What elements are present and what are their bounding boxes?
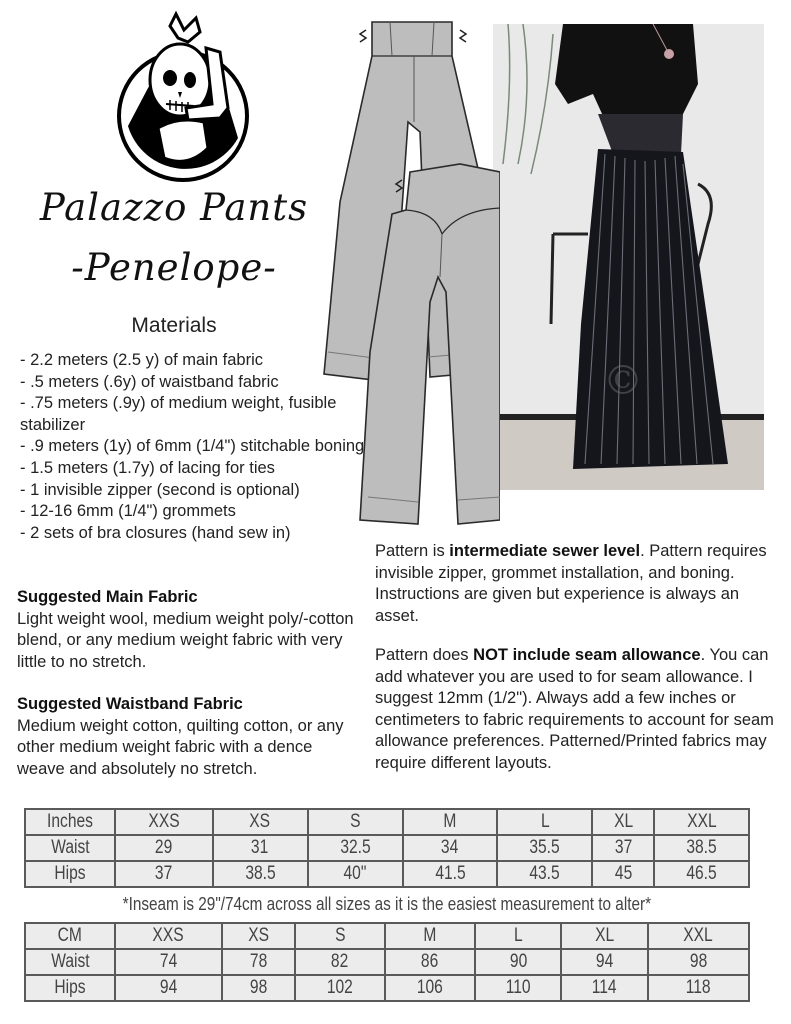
size-chart-cm [24, 922, 750, 1002]
section-body: Light weight wool, medium weight poly/-cotton blend, or any medium weight fabric with very little to no stretch. [17, 609, 354, 671]
table-cell: 31 [213, 835, 308, 861]
table-cell: 102 [295, 975, 385, 1001]
table-cell: 82 [295, 949, 385, 975]
list-item: - 2.2 meters (2.5 y) of main fabric [20, 351, 263, 369]
table-cell: 78 [222, 949, 295, 975]
table-header-row [25, 923, 749, 949]
table-cell: CM [25, 923, 115, 949]
table-cell: L [497, 809, 592, 835]
table-cell: 41.5 [403, 861, 498, 887]
list-item: - .9 meters (1y) of 6mm (1/4") stitchable boning [20, 437, 365, 456]
suggested-main-fabric [17, 587, 367, 673]
emphasis-text: intermediate sewer level [449, 542, 641, 560]
suggested-waistband-fabric [17, 694, 362, 780]
list-item: - 12-16 6mm (1/4") grommets [20, 502, 236, 521]
table-cell: XXS [115, 809, 213, 835]
table-row [25, 861, 749, 887]
list-item: - .75 meters (.9y) of medium weight, fusible stabilizer [20, 394, 337, 434]
list-item: - 1 invisible zipper (second is optional) [20, 480, 300, 499]
table-cell: S [308, 809, 403, 835]
table-cell: 118 [648, 975, 749, 1001]
table-cell: 74 [115, 949, 222, 975]
table-cell: 29 [115, 835, 213, 861]
table-cell: S [295, 923, 385, 949]
table-row [25, 835, 749, 861]
table-cell: 46.5 [654, 861, 749, 887]
table-cell: XS [222, 923, 295, 949]
table-cell: XXL [648, 923, 749, 949]
table-cell: 35.5 [497, 835, 592, 861]
list-item: - 1.5 meters (1.7y) of lacing for ties [20, 458, 275, 477]
emphasis-text: NOT include seam allowance [473, 646, 701, 664]
pants-technical-flats [310, 12, 500, 532]
inseam-note: *Inseam is 29"/74cm across all sizes as it is the easiest measurement to alter* [122, 894, 652, 914]
table-header-row [25, 809, 749, 835]
table-cell: 98 [222, 975, 295, 1001]
seam-allowance-note [375, 645, 775, 774]
table-cell: 43.5 [497, 861, 592, 887]
table-cell: XS [213, 809, 308, 835]
table-cell: 38.5 [213, 861, 308, 887]
brand-logo [108, 8, 258, 184]
section-heading: Suggested Main Fabric [17, 588, 198, 606]
table-cell: 114 [561, 975, 647, 1001]
model-photo-icon [493, 24, 764, 490]
section-body: Medium weight cotton, quilting cotton, or any other medium weight fabric with a dence weave and absolutely no stretch. [17, 716, 344, 778]
table-row [25, 949, 749, 975]
table-cell: Waist [25, 835, 115, 861]
list-item: - 2 sets of bra closures (hand sew in) [20, 523, 291, 542]
table-cell: XL [592, 809, 654, 835]
pattern-level-note [375, 541, 775, 627]
table-cell: 37 [115, 861, 213, 887]
model-photo [493, 24, 764, 490]
list-item: - .5 meters (.6y) of waistband fabric [20, 372, 279, 391]
table-cell: XL [561, 923, 647, 949]
pattern-title: Palazzo Pants [39, 186, 309, 229]
table-cell: 86 [385, 949, 475, 975]
table-cell: M [385, 923, 475, 949]
text: . You can add whatever you are used to for seam allowance. I suggest 12mm (1/2"). Always add a few inches or centimeters to fabric requirements to account for seam allowance preferences. Patterned/Printed fabrics may require different layouts. [375, 646, 774, 772]
text: Pattern is [375, 542, 450, 560]
table-cell: 38.5 [654, 835, 749, 861]
table-row [25, 975, 749, 1001]
table-cell: 110 [475, 975, 561, 1001]
table-cell: XXS [115, 923, 222, 949]
pants-technical-flat-icon [310, 12, 500, 532]
table-cell: L [475, 923, 561, 949]
materials-heading: Materials [131, 314, 217, 337]
table-cell: 37 [592, 835, 654, 861]
pattern-name: -Penelope- [71, 246, 277, 289]
table-cell: 45 [592, 861, 654, 887]
table-cell: 94 [115, 975, 222, 1001]
table-cell: 98 [648, 949, 749, 975]
svg-text:©: © [603, 358, 643, 404]
table-cell: Waist [25, 949, 115, 975]
section-heading: Suggested Waistband Fabric [17, 695, 243, 713]
table-cell: XXL [654, 809, 749, 835]
table-cell: 94 [561, 949, 647, 975]
text: Pattern does [375, 646, 474, 664]
size-chart-inches [24, 808, 750, 888]
table-cell: Hips [25, 861, 115, 887]
table-cell: M [403, 809, 498, 835]
text: . Pattern requires invisible zipper, grommet installation, and boning. Instructions are given but experience is always an asset. [375, 542, 767, 625]
table-cell: Inches [25, 809, 115, 835]
table-cell: 90 [475, 949, 561, 975]
table-cell: Hips [25, 975, 115, 1001]
skeleton-pinup-logo-icon [108, 8, 258, 184]
table-cell: 34 [403, 835, 498, 861]
table-cell: 40" [308, 861, 403, 887]
table-cell: 32.5 [308, 835, 403, 861]
table-cell: 106 [385, 975, 475, 1001]
